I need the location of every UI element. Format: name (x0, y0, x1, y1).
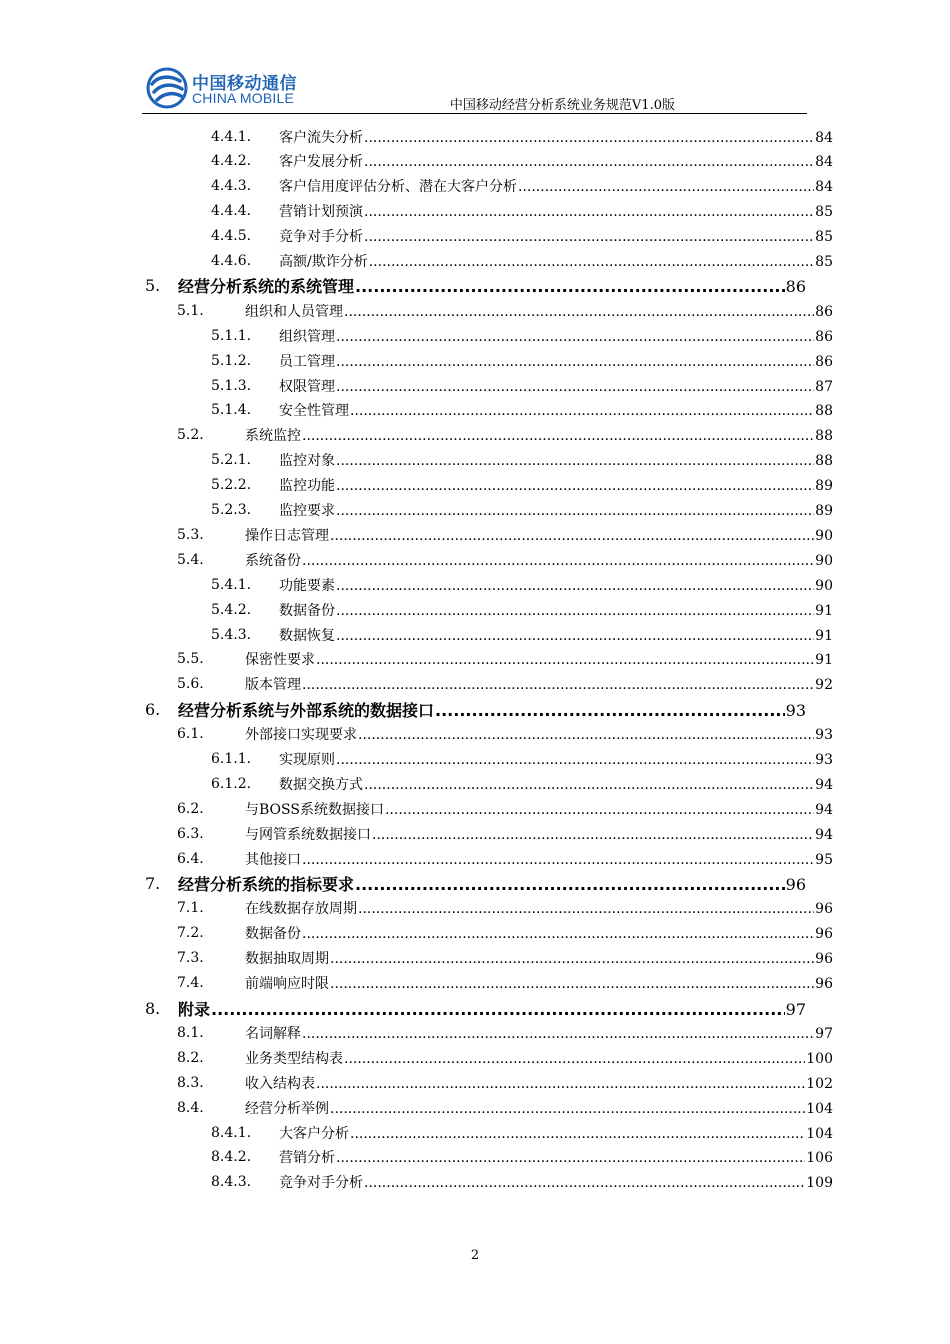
toc-dot-leader (330, 1101, 805, 1117)
toc-entry-line (279, 251, 833, 271)
toc-entry-title: 数据备份 (245, 926, 301, 943)
toc-entry-line (245, 1023, 833, 1043)
toc-dot-leader (302, 852, 814, 868)
toc-entry-line (279, 500, 833, 520)
toc-entry-page: 94 (815, 801, 833, 818)
toc-entry-number: 8.4. (177, 1099, 204, 1116)
toc-entry-page: 86 (785, 277, 806, 297)
toc-entry-page: 93 (815, 727, 833, 744)
toc-entry-8-4-1[interactable] (0, 1120, 950, 1145)
toc-dot-leader (316, 652, 814, 668)
toc-dot-leader (302, 926, 814, 942)
toc-entry-8-3[interactable] (0, 1070, 950, 1095)
toc-entry-page: 90 (815, 527, 833, 544)
toc-entry-8-2[interactable] (0, 1045, 950, 1070)
toc-entry-title: 在线数据存放周期 (245, 901, 357, 918)
toc-entry-page: 88 (815, 453, 833, 470)
toc-entry-4-4-5[interactable] (0, 224, 950, 249)
toc-entry-title: 数据抽取周期 (245, 951, 329, 968)
toc-entry-page: 88 (815, 403, 833, 420)
logo-english-text: CHINA MOBILE (192, 90, 294, 106)
toc-entry-6[interactable] (0, 697, 950, 722)
toc-entry-line (279, 475, 833, 495)
toc-entry-number: 4.4.5. (211, 228, 252, 245)
toc-entry-7[interactable] (0, 871, 950, 896)
toc-entry-number: 6.1.1. (211, 751, 252, 767)
toc-entry-page: 85 (815, 254, 833, 270)
toc-entry-title: 大客户分析 (279, 1125, 349, 1142)
toc-entry-number: 8.4.1. (211, 1124, 252, 1141)
toc-entry-7-4[interactable] (0, 971, 950, 996)
toc-entry-page: 90 (815, 577, 833, 594)
toc-entry-4-4-2[interactable] (0, 149, 950, 174)
toc-dot-leader (330, 976, 814, 992)
toc-entry-5-1-2[interactable] (0, 348, 950, 373)
toc-entry-title: 实现原则 (279, 752, 335, 768)
toc-dot-leader (344, 304, 814, 320)
toc-entry-5[interactable] (0, 273, 950, 298)
toc-entry-line (245, 824, 833, 844)
header-divider (142, 113, 807, 114)
toc-entry-line (279, 176, 833, 196)
toc-dot-leader (211, 1000, 785, 1019)
toc-entry-number: 5.2.2. (211, 477, 252, 494)
toc-entry-title: 保密性要求 (245, 652, 315, 669)
toc-entry-number: 5.1.4. (211, 402, 252, 419)
toc-dot-leader (336, 603, 814, 619)
toc-entry-page: 109 (806, 1175, 833, 1192)
toc-entry-page: 97 (815, 1025, 833, 1042)
toc-entry-line (178, 997, 806, 1020)
toc-entry-title: 组织和人员管理 (245, 303, 343, 320)
toc-entry-line (279, 625, 833, 645)
toc-entry-title: 名词解释 (245, 1025, 301, 1042)
toc-dot-leader (336, 354, 814, 370)
logo-chinese-text: 中国移动通信 (192, 74, 297, 94)
toc-entry-line (245, 898, 833, 918)
toc-entry-line (245, 948, 833, 968)
toc-entry-line (245, 973, 833, 993)
toc-entry-line (245, 923, 833, 943)
toc-entry-title: 版本管理 (245, 677, 301, 694)
toc-entry-title: 安全性管理 (279, 403, 349, 420)
toc-entry-line (279, 749, 833, 769)
toc-entry-5-4-2[interactable] (0, 597, 950, 622)
toc-entry-title: 业务类型结构表 (245, 1050, 343, 1067)
toc-entry-page: 91 (815, 602, 833, 619)
toc-entry-line (279, 226, 833, 246)
toc-dot-leader (336, 379, 814, 395)
toc-entry-title: 系统监控 (245, 428, 301, 445)
toc-entry-page: 89 (815, 503, 833, 519)
toc-entry-title: 权限管理 (279, 378, 335, 395)
toc-entry-title: 经营分析举例 (245, 1100, 329, 1117)
toc-dot-leader (336, 578, 814, 594)
toc-entry-line (279, 351, 833, 371)
toc-entry-line (245, 799, 833, 819)
toc-entry-5-2-1[interactable] (0, 448, 950, 473)
china-mobile-emblem-icon (146, 67, 188, 109)
toc-entry-6-4[interactable] (0, 846, 950, 871)
toc-dot-leader (336, 329, 814, 345)
toc-dot-leader (336, 628, 814, 644)
toc-entry-line (245, 649, 833, 669)
toc-entry-title: 客户流失分析 (279, 129, 363, 146)
toc-entry-page: 91 (815, 627, 833, 644)
toc-entry-number: 5.2.3. (211, 502, 252, 518)
toc-entry-5-5[interactable] (0, 647, 950, 672)
toc-entry-number: 4.4.1. (211, 128, 252, 145)
toc-entry-page: 104 (806, 1100, 833, 1117)
toc-entry-number: 4.4.4. (211, 203, 252, 220)
toc-entry-title: 经营分析系统的指标要求 (178, 875, 355, 894)
toc-entry-title: 数据恢复 (279, 627, 335, 644)
toc-dot-leader (518, 179, 814, 195)
china-mobile-logo (146, 67, 316, 109)
toc-entry-page: 84 (815, 129, 833, 146)
toc-entry-number: 5.6. (177, 676, 204, 693)
toc-entry-title: 系统备份 (245, 552, 301, 569)
toc-entry-title: 监控要求 (279, 503, 335, 519)
toc-entry-number: 4.4.3. (211, 178, 252, 195)
toc-entry-page: 89 (815, 478, 833, 495)
toc-entry-page: 84 (815, 179, 833, 196)
toc-entry-number: 8.4.2. (211, 1149, 252, 1166)
toc-entry-line (245, 1098, 833, 1118)
toc-entry-line (279, 1147, 833, 1167)
toc-dot-leader (364, 130, 814, 146)
toc-entry-line (245, 724, 833, 744)
toc-entry-number: 8. (145, 998, 161, 1018)
toc-dot-leader (364, 1175, 805, 1191)
toc-dot-leader (336, 478, 814, 494)
toc-dot-leader (372, 827, 814, 843)
toc-entry-5-1[interactable] (0, 298, 950, 323)
toc-dot-leader (364, 154, 814, 170)
toc-entry-title: 外部接口实现要求 (245, 727, 357, 744)
toc-entry-4-4-4[interactable] (0, 199, 950, 224)
toc-dot-leader (316, 1076, 805, 1092)
toc-entry-6-1-1[interactable] (0, 747, 950, 772)
toc-dot-leader (385, 802, 814, 818)
toc-entry-5-2[interactable] (0, 423, 950, 448)
toc-entry-number: 5.1.3. (211, 377, 252, 394)
toc-entry-title: 竞争对手分析 (279, 229, 363, 246)
toc-dot-leader (330, 528, 814, 544)
toc-entry-page: 106 (806, 1150, 833, 1167)
toc-entry-line (279, 600, 833, 620)
toc-entry-8-4-3[interactable] (0, 1170, 950, 1195)
toc-entry-number: 4.4.2. (211, 153, 252, 170)
toc-entry-number: 5.4. (177, 551, 204, 568)
toc-entry-number: 5. (145, 276, 161, 296)
toc-entry-title: 监控功能 (279, 478, 335, 495)
toc-entry-title: 收入结构表 (245, 1075, 315, 1092)
toc-entry-number: 7.1. (177, 900, 204, 917)
toc-entry-page: 90 (815, 552, 833, 569)
toc-entry-line (279, 376, 833, 396)
toc-entry-5-1-1[interactable] (0, 323, 950, 348)
toc-entry-5-1-3[interactable] (0, 373, 950, 398)
toc-dot-leader (355, 875, 785, 894)
toc-entry-line (279, 1172, 833, 1192)
toc-entry-line (279, 127, 833, 147)
toc-dot-leader (364, 229, 814, 245)
toc-dot-leader (302, 553, 814, 569)
toc-entry-line (245, 1073, 833, 1093)
toc-entry-5-3[interactable] (0, 522, 950, 547)
toc-entry-title: 数据交换方式 (279, 776, 363, 793)
toc-entry-line (279, 774, 833, 794)
toc-entry-title: 前端响应时限 (245, 976, 329, 993)
toc-entry-number: 5.4.3. (211, 626, 252, 643)
toc-entry-page: 96 (815, 976, 833, 993)
toc-entry-page: 95 (815, 851, 833, 868)
toc-entry-4-4-6[interactable] (0, 249, 950, 274)
toc-entry-number: 5.4.1. (211, 576, 252, 593)
toc-entry-6-3[interactable] (0, 821, 950, 846)
toc-entry-title: 数据备份 (279, 602, 335, 619)
toc-entry-page: 104 (806, 1125, 833, 1142)
toc-entry-page: 85 (815, 229, 833, 246)
toc-entry-8-1[interactable] (0, 1020, 950, 1045)
toc-entry-line (245, 525, 833, 545)
toc-dot-leader (336, 453, 814, 469)
toc-entry-title: 附录 (178, 999, 211, 1019)
toc-entry-line (178, 698, 806, 721)
toc-dot-leader (302, 1026, 814, 1042)
toc-entry-line (279, 1123, 833, 1143)
toc-entry-number: 5.5. (177, 651, 204, 668)
toc-entry-title: 与BOSS系统数据接口 (245, 801, 384, 818)
toc-entry-number: 5.4.2. (211, 601, 252, 618)
toc-entry-number: 7.3. (177, 950, 204, 967)
toc-entry-line (245, 301, 833, 321)
toc-entry-title: 营销计划预演 (279, 204, 363, 221)
toc-entry-page: 92 (815, 677, 833, 694)
toc-entry-number: 8.1. (177, 1024, 204, 1041)
toc-entry-page: 91 (815, 652, 833, 669)
toc-dot-leader (355, 277, 785, 296)
toc-entry-8[interactable] (0, 996, 950, 1021)
toc-dot-leader (336, 752, 814, 768)
toc-entry-number: 5.1.2. (211, 352, 252, 369)
toc-entry-number: 5.2.1. (211, 452, 252, 469)
toc-entry-page: 93 (785, 700, 806, 720)
document-header-title: 中国移动经营分析系统业务规范V1.0版 (449, 98, 675, 113)
toc-entry-page: 94 (815, 776, 833, 793)
toc-entry-number: 8.2. (177, 1049, 204, 1066)
toc-entry-line (178, 872, 806, 895)
toc-entry-4-4-1[interactable] (0, 124, 950, 149)
toc-entry-7-2[interactable] (0, 921, 950, 946)
toc-entry-title: 高额/欺诈分析 (279, 254, 368, 270)
toc-entry-page: 93 (815, 752, 833, 768)
toc-entry-number: 8.3. (177, 1074, 204, 1091)
toc-entry-5-2-3[interactable] (0, 498, 950, 523)
toc-dot-leader (336, 1150, 805, 1166)
toc-entry-page: 86 (815, 303, 833, 320)
toc-entry-line (245, 550, 833, 570)
toc-entry-page: 84 (815, 154, 833, 171)
toc-entry-page: 85 (815, 204, 833, 221)
toc-entry-page: 96 (815, 926, 833, 943)
toc-entry-line (245, 674, 833, 694)
toc-entry-title: 操作日志管理 (245, 527, 329, 544)
toc-entry-number: 8.4.3. (211, 1174, 252, 1191)
toc-entry-title: 其他接口 (245, 851, 301, 868)
toc-entry-title: 客户信用度评估分析、潜在大客户分析 (279, 179, 517, 196)
toc-entry-page: 86 (815, 328, 833, 345)
toc-entry-page: 97 (785, 999, 806, 1019)
page-number: 2 (470, 1248, 480, 1263)
toc-entry-line (279, 400, 833, 420)
toc-entry-number: 6.1.2. (211, 775, 252, 792)
toc-entry-6-2[interactable] (0, 796, 950, 821)
toc-entry-page: 96 (815, 901, 833, 918)
toc-entry-line (279, 450, 833, 470)
toc-entry-number: 6.2. (177, 800, 204, 817)
toc-entry-page: 88 (815, 428, 833, 445)
toc-dot-leader (302, 428, 814, 444)
toc-entry-number: 5.3. (177, 526, 204, 543)
toc-entry-title: 组织管理 (279, 328, 335, 345)
toc-entry-page: 96 (785, 875, 806, 894)
toc-dot-leader (435, 701, 785, 720)
toc-entry-6-1-2[interactable] (0, 771, 950, 796)
toc-entry-page: 96 (815, 951, 833, 968)
toc-entry-number: 4.4.6. (211, 253, 252, 269)
toc-entry-5-1-4[interactable] (0, 398, 950, 423)
toc-entry-number: 6. (145, 699, 161, 719)
toc-entry-8-4[interactable] (0, 1095, 950, 1120)
toc-entry-5-4-1[interactable] (0, 572, 950, 597)
toc-dot-leader (350, 403, 814, 419)
toc-entry-title: 经营分析系统的系统管理 (178, 277, 355, 297)
toc-entry-number: 7.2. (177, 925, 204, 942)
toc-entry-title: 功能要素 (279, 577, 335, 594)
toc-entry-5-4[interactable] (0, 547, 950, 572)
toc-dot-leader (364, 204, 814, 220)
toc-entry-8-4-2[interactable] (0, 1145, 950, 1170)
toc-entry-number: 6.4. (177, 850, 204, 867)
toc-entry-line (279, 326, 833, 346)
toc-dot-leader (358, 901, 814, 917)
toc-dot-leader (364, 777, 814, 793)
toc-entry-page: 100 (806, 1050, 833, 1067)
toc-entry-5-6[interactable] (0, 672, 950, 697)
toc-dot-leader (330, 951, 814, 967)
toc-entry-line (245, 1048, 833, 1068)
toc-dot-leader (369, 254, 814, 270)
toc-entry-6-1[interactable] (0, 722, 950, 747)
toc-entry-title: 营销分析 (279, 1150, 335, 1167)
toc-entry-page: 94 (815, 826, 833, 843)
toc-entry-line (245, 425, 833, 445)
toc-entry-number: 7.4. (177, 975, 204, 992)
toc-entry-line (279, 201, 833, 221)
toc-entry-line (178, 274, 806, 297)
toc-entry-number: 5.2. (177, 427, 204, 444)
toc-entry-number: 6.3. (177, 825, 204, 842)
toc-entry-line (279, 151, 833, 171)
toc-entry-page: 86 (815, 353, 833, 370)
toc-entry-title: 员工管理 (279, 353, 335, 370)
toc-dot-leader (358, 727, 814, 743)
toc-entry-7-1[interactable] (0, 896, 950, 921)
toc-dot-leader (344, 1051, 805, 1067)
toc-entry-page: 87 (815, 378, 833, 395)
toc-entry-number: 5.1. (177, 302, 204, 319)
toc-entry-title: 竞争对手分析 (279, 1175, 363, 1192)
toc-entry-number: 6.1. (177, 726, 204, 743)
toc-entry-number: 5.1.1. (211, 327, 252, 344)
toc-entry-4-4-3[interactable] (0, 174, 950, 199)
toc-entry-title: 客户发展分析 (279, 154, 363, 171)
toc-entry-line (245, 849, 833, 869)
toc-entry-line (279, 575, 833, 595)
toc-entry-title: 监控对象 (279, 453, 335, 470)
toc-entry-title: 与网管系统数据接口 (245, 826, 371, 843)
toc-entry-5-4-3[interactable] (0, 622, 950, 647)
toc-dot-leader (302, 677, 814, 693)
toc-entry-number: 7. (145, 874, 161, 893)
toc-entry-5-2-2[interactable] (0, 473, 950, 498)
toc-dot-leader (350, 1126, 805, 1142)
toc-dot-leader (336, 503, 814, 519)
toc-entry-7-3[interactable] (0, 946, 950, 971)
toc-entry-title: 经营分析系统与外部系统的数据接口 (178, 700, 435, 720)
toc-entry-page: 102 (806, 1075, 833, 1092)
